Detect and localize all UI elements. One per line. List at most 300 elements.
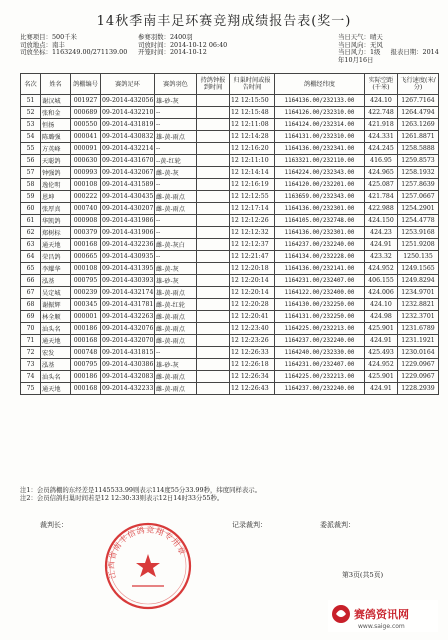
results-table [20,73,439,395]
cell-distance: 424.91 [365,335,398,347]
cell-loft-id: 000091 [71,143,101,155]
header-clock-time: 持鸽钟报到时间 [197,74,230,95]
cell-ring: 09-2014-432174 [101,287,155,299]
cell-rank: 68 [21,299,41,311]
cell-rank: 71 [21,335,41,347]
race-meta [20,34,440,64]
table-row [21,275,439,287]
cell-ring: 09-2014-430207 [101,203,155,215]
cell-loft-id: 000795 [71,359,101,371]
cell-distance: 424.10 [365,299,398,311]
meta-weather: 当日天气：晴天 [338,33,383,41]
cell-rank: 74 [21,371,41,383]
cell-coords: 1164136.00/232301.00 [275,227,365,239]
cell-coords: 1164120.00/232201.00 [275,179,365,191]
cell-loft-id: 000222 [71,191,101,203]
cell-speed: 1261.8871 [398,131,439,143]
cell-arrival-time: 12 12:12:37 [230,239,275,251]
cell-coords: 1164136.00/232301.00 [275,203,365,215]
cell-speed: 1259.8573 [398,155,439,167]
cell-rank: 55 [21,143,41,155]
official-seal [102,520,194,612]
cell-loft-id: 001927 [71,95,101,107]
cell-speed: 1232.3701 [398,311,439,323]
cell-color: -- [155,107,197,119]
cell-loft-id: 000001 [71,311,101,323]
cell-clock-time [197,275,230,287]
cell-distance: 424.952 [365,263,398,275]
table-row [21,107,439,119]
cell-color: -- [155,227,197,239]
cell-speed: 1249.8294 [398,275,439,287]
cell-speed: 1251.9208 [398,239,439,251]
cell-ring: 09-2014-431781 [101,299,155,311]
cell-coords: 1164124.00/232314.00 [275,119,365,131]
cell-ring: 09-2014-432070 [101,335,155,347]
header-speed: 飞行速度(米/分) [398,74,439,95]
header-color: 赛鸽羽色 [155,74,197,95]
cell-color: 雌-黄-雨点 [155,311,197,323]
cell-coords: 1164105.00/232748.00 [275,215,365,227]
cell-coords: 1164122.00/232400.00 [275,287,365,299]
cell-arrival-time: 12 12:12:32 [230,227,275,239]
cell-rank: 59 [21,191,41,203]
cell-arrival-time: 12 12:16:19 [230,179,275,191]
cell-clock-time [197,155,230,167]
cell-rank: 58 [21,179,41,191]
cell-rank: 61 [21,215,41,227]
page-number: 第3页(共5页) [342,571,384,579]
cell-ring: 09-2014-431819 [101,119,155,131]
table-row [21,359,439,371]
table-header-row [21,74,439,95]
cell-arrival-time: 12 12:14:14 [230,167,275,179]
cell-arrival-time: 12 12:15:50 [230,95,275,107]
cell-distance: 422.988 [365,203,398,215]
cell-clock-time [197,287,230,299]
cell-color: -- [155,251,197,263]
cell-color: 雌-黄-雨点 [155,371,197,383]
meta-release-time: 司放时间：2014-10-12 06:40 [138,40,228,49]
meta-wind-direction: 当日风向：无风 [338,40,383,49]
cell-ring: 09-2014-432263 [101,311,155,323]
footnote-1: 注1：会员鸽棚的东经差是1145533.99则表示114度55分33.99秒，纬度同样表示。 [20,486,262,494]
cell-clock-time [197,323,230,335]
cell-clock-time [197,191,230,203]
cell-speed: 1267.7164 [398,95,439,107]
cell-clock-time [197,107,230,119]
cell-loft-id: 000168 [71,239,101,251]
cell-ring: 09-2014-432083 [101,371,155,383]
cell-distance: 421.918 [365,119,398,131]
cell-coords: 1164237.00/232240.00 [275,239,365,251]
meta-row-3 [20,49,440,64]
cell-name: 逸伦明 [41,179,71,191]
cell-color: 雄-砂-灰 [155,275,197,287]
cell-coords: 1163659.00/232343.00 [275,191,365,203]
cell-ring: 09-2014-431670 [101,155,155,167]
table-row [21,335,439,347]
cell-arrival-time: 12 12:26:43 [230,383,275,395]
cell-rank: 63 [21,239,41,251]
cell-coords: 1164237.00/232240.00 [275,335,365,347]
cell-rank: 54 [21,131,41,143]
cell-name: 林全顺 [41,311,71,323]
cell-color: 雄-黄-雨点 [155,131,197,143]
cell-loft-id: 000168 [71,335,101,347]
header-loft-id: 鸽棚编号 [71,74,101,95]
cell-coords: 1164231.00/232407.00 [275,275,365,287]
cell-distance: 425.087 [365,179,398,191]
cell-loft-id: 000689 [71,107,101,119]
table-row [21,383,439,395]
cell-loft-id: 000795 [71,275,101,287]
cell-ring: 09-2014-432236 [101,239,155,251]
meta-open-time: 开笼时间：2014-10-12 [138,48,207,57]
table-row [21,347,439,359]
cell-distance: 424.150 [365,215,398,227]
cell-rank: 70 [21,323,41,335]
cell-name: 李耀华 [41,263,71,275]
cell-name: 郑树标 [41,227,71,239]
cell-rank: 51 [21,95,41,107]
cell-coords: 1164225.00/232213.00 [275,323,365,335]
table-row [21,167,439,179]
cell-ring: 09-2014-432056 [101,95,155,107]
cell-rank: 69 [21,311,41,323]
cell-ring: 09-2014-430386 [101,359,155,371]
cell-color: 雌-黄-红轮 [155,299,197,311]
cell-arrival-time: 12 12:14:28 [230,131,275,143]
cell-speed: 1253.9168 [398,227,439,239]
cell-ring: 09-2014-430435 [101,191,155,203]
table-body [21,95,439,395]
cell-loft-id: 000908 [71,215,101,227]
table-row [21,251,439,263]
cell-loft-id: 000665 [71,251,101,263]
cell-distance: 406.155 [365,275,398,287]
committee-signature-label: 委派裁判： [320,521,355,529]
cell-name: 通天地 [41,335,71,347]
cell-distance: 425.493 [365,347,398,359]
table-row [21,227,439,239]
cell-speed: 1232.8821 [398,299,439,311]
header-coords: 鸽棚经纬度 [275,74,365,95]
cell-loft-id: 000345 [71,299,101,311]
cell-arrival-time: 12 12:26:34 [230,371,275,383]
cell-color: -- [155,119,197,131]
cell-arrival-time: 12 12:20:14 [230,275,275,287]
cell-clock-time [197,131,230,143]
cell-rank: 56 [21,155,41,167]
meta-distance: 比赛项目：500千米 [20,33,77,41]
cell-loft-id: 000748 [71,347,101,359]
table-row [21,239,439,251]
footnotes [20,486,438,502]
cell-name: 汕头名 [41,371,71,383]
cell-loft-id: 000239 [71,287,101,299]
cell-coords: 1164134.00/232228.00 [275,251,365,263]
cell-color: 雌-黄-雨点 [155,203,197,215]
cell-distance: 425.901 [365,371,398,383]
cell-name: 华凯鸽 [41,215,71,227]
cell-clock-time [197,335,230,347]
cell-distance: 421.784 [365,191,398,203]
cell-distance: 424.952 [365,359,398,371]
cell-color: 雌-黄-灰 [155,167,197,179]
cell-name: 宏发 [41,347,71,359]
cell-arrival-time: 12 12:20:18 [230,263,275,275]
cell-coords: 1164224.00/232343.00 [275,167,365,179]
table-row [21,215,439,227]
cell-ring: 09-2014-431589 [101,179,155,191]
cell-coords: 1164136.00/232133.00 [275,95,365,107]
cell-speed: 1263.1269 [398,119,439,131]
cell-clock-time [197,167,230,179]
table-row [21,119,439,131]
cell-clock-time [197,179,230,191]
cell-arrival-time: 12 12:15:48 [230,107,275,119]
cell-arrival-time: 12 12:20:41 [230,311,275,323]
cell-speed: 1258.5888 [398,143,439,155]
report-title: 14秋季南丰足环赛竞翔成绩报告表(奖一) [96,14,352,29]
cell-coords: 1164237.00/232240.00 [275,383,365,395]
cell-coords: 1163321.00/232110.00 [275,155,365,167]
cell-ring: 09-2014-430935 [101,251,155,263]
cell-distance: 424.23 [365,227,398,239]
cell-speed: 1229.0967 [398,359,439,371]
cell-clock-time [197,227,230,239]
cell-ring: 09-2014-432233 [101,383,155,395]
table-row [21,179,439,191]
cell-speed: 1249.1565 [398,263,439,275]
cell-speed: 1254.2901 [398,203,439,215]
cell-name: 谢汉城 [41,95,71,107]
cell-loft-id: 000041 [71,131,101,143]
cell-color: -- [155,347,197,359]
cell-clock-time [197,359,230,371]
table-row [21,323,439,335]
meta-wind-force: 当日风力：1级 [338,48,381,57]
cell-arrival-time: 12 12:26:18 [230,359,275,371]
cell-color: --黄-红轮 [155,155,197,167]
header-distance: 实际空距(千米) [365,74,398,95]
cell-name: 谢振辉 [41,299,71,311]
meta-report-date: 报表日期：2014年10月16日 [338,48,439,64]
cell-arrival-time: 12 12:21:47 [230,251,275,263]
cell-distance: 424.98 [365,311,398,323]
cell-name: 通天地 [41,239,71,251]
site-watermark [328,600,438,632]
cell-coords: 1164131.00/232250.00 [275,311,365,323]
cell-arrival-time: 12 12:20:14 [230,287,275,299]
cell-clock-time [197,119,230,131]
cell-arrival-time: 12 12:17:14 [230,203,275,215]
cell-rank: 72 [21,347,41,359]
cell-color: 雌-黄-灰白 [155,239,197,251]
cell-speed: 1230.0164 [398,347,439,359]
cell-loft-id: 000379 [71,227,101,239]
cell-loft-id: 000740 [71,203,101,215]
cell-name: 钟强鸽 [41,167,71,179]
cell-clock-time [197,347,230,359]
cell-speed: 1264.4794 [398,107,439,119]
cell-color: 雌-黄-雨点 [155,323,197,335]
cell-loft-id: 000630 [71,155,101,167]
cell-speed: 1258.1932 [398,167,439,179]
cell-rank: 62 [21,227,41,239]
cell-color: 雌-黄-雨点 [155,335,197,347]
cell-ring: 09-2014-432210 [101,107,155,119]
table-row [21,263,439,275]
cell-rank: 53 [21,119,41,131]
cell-name: 通天地 [41,383,71,395]
cell-distance: 424.91 [365,383,398,395]
meta-wind-and-date [338,49,440,64]
watermark-url: www.saige.com [358,623,405,630]
cell-color: 雄-黄-雨点 [155,287,197,299]
cell-distance: 423.32 [365,251,398,263]
cell-name: 陈璐强 [41,131,71,143]
cell-name: 张厚真 [41,203,71,215]
table-row [21,191,439,203]
cell-coords: 1164240.00/232330.00 [275,347,365,359]
cell-color: 雌-黄-灰 [155,263,197,275]
cell-rank: 67 [21,287,41,299]
cell-speed: 1257.0667 [398,191,439,203]
cell-distance: 424.245 [365,143,398,155]
table-row [21,311,439,323]
table-row [21,143,439,155]
cell-loft-id: 000550 [71,119,101,131]
cell-arrival-time: 12 12:20:28 [230,299,275,311]
cell-ring: 09-2014-431906 [101,227,155,239]
cell-color: -- [155,143,197,155]
table-row [21,95,439,107]
cell-loft-id: 000108 [71,263,101,275]
cell-color: 雄-砂-灰 [155,95,197,107]
cell-clock-time [197,251,230,263]
cell-rank: 52 [21,107,41,119]
cell-ring: 09-2014-431395 [101,263,155,275]
cell-speed: 1257.8639 [398,179,439,191]
cell-clock-time [197,143,230,155]
cell-name: 汕头名 [41,323,71,335]
cell-arrival-time: 12 12:11:08 [230,119,275,131]
referee-signature-label: 裁判长： [40,521,68,529]
header-name: 姓名 [41,74,71,95]
cell-color: -- [155,179,197,191]
cell-name: 荣昌鸽 [41,251,71,263]
cell-clock-time [197,263,230,275]
cell-loft-id: 000993 [71,167,101,179]
cell-speed: 1228.2939 [398,383,439,395]
cell-arrival-time: 12 12:16:20 [230,143,275,155]
cell-speed: 1234.9701 [398,287,439,299]
cell-arrival-time: 12 12:11:10 [230,155,275,167]
table-row [21,203,439,215]
cell-ring: 09-2014-432076 [101,323,155,335]
footnote-2: 注2：会员信鸽归巢时间若是12 12:30:33则表示12日14时33分55秒。 [20,494,224,502]
recorder-signature-label: 记录裁判： [232,521,267,529]
cell-coords: 1164126.00/232310.00 [275,107,365,119]
cell-rank: 66 [21,275,41,287]
cell-color: -- [155,215,197,227]
cell-distance: 422.748 [365,107,398,119]
cell-distance: 424.331 [365,131,398,143]
cell-coords: 1164130.00/232250.00 [275,299,365,311]
cell-arrival-time: 12 12:23:40 [230,323,275,335]
cell-coords: 1164225.00/232213.00 [275,371,365,383]
cell-name: 恒扬 [41,119,71,131]
cell-ring: 09-2014-432214 [101,143,155,155]
cell-distance: 424.10 [365,95,398,107]
cell-ring: 09-2014-432067 [101,167,155,179]
meta-release-coords: 司放坐标：1163249.00/271139.00 [20,48,128,57]
cell-ring: 09-2014-431815 [101,347,155,359]
header-arrival-time: 归巢时间或报告时间 [230,74,275,95]
cell-rank: 65 [21,263,41,275]
cell-clock-time [197,215,230,227]
cell-distance: 424.91 [365,239,398,251]
cell-distance: 424.006 [365,287,398,299]
cell-clock-time [197,371,230,383]
cell-distance: 416.95 [365,155,398,167]
cell-name: 恩坤 [41,191,71,203]
cell-clock-time [197,203,230,215]
cell-arrival-time: 12 12:26:33 [230,347,275,359]
header-ring: 赛鸽足环 [101,74,155,95]
cell-name: 张和金 [41,107,71,119]
cell-rank: 60 [21,203,41,215]
cell-speed: 1229.0967 [398,371,439,383]
cell-color: 雌-黄-雨点 [155,191,197,203]
cell-name: 吴定城 [41,287,71,299]
table-row [21,287,439,299]
cell-speed: 1254.4778 [398,215,439,227]
cell-coords: 1164131.00/232310.00 [275,131,365,143]
cell-coords: 1164136.00/232141.00 [275,263,365,275]
watermark-name: 赛鸽资讯网 [354,608,409,621]
cell-name: 方英峰 [41,143,71,155]
cell-name: 泓基 [41,275,71,287]
meta-release-site: 司放地点：南丰 [20,40,65,49]
cell-distance: 424.965 [365,167,398,179]
cell-name: 天聪鸽 [41,155,71,167]
cell-rank: 64 [21,251,41,263]
cell-ring: 09-2014-430832 [101,131,155,143]
cell-rank: 73 [21,359,41,371]
cell-clock-time [197,299,230,311]
cell-loft-id: 000186 [71,323,101,335]
svg-text:江西省南丰信鸽竞翔专用章: 江西省南丰信鸽竞翔专用章 [106,525,188,580]
table-row [21,131,439,143]
cell-arrival-time: 12 12:12:26 [230,215,275,227]
cell-speed: 1250.135 [398,251,439,263]
cell-clock-time [197,95,230,107]
cell-ring: 09-2014-431986 [101,215,155,227]
cell-loft-id: 000168 [71,383,101,395]
header-rank: 名次 [21,74,41,95]
cell-rank: 75 [21,383,41,395]
cell-arrival-time: 12 12:23:26 [230,335,275,347]
cell-clock-time [197,383,230,395]
cell-clock-time [197,311,230,323]
cell-arrival-time: 12 12:12:55 [230,191,275,203]
cell-color: 雌-黄-雨点 [155,383,197,395]
cell-clock-time [197,239,230,251]
cell-color: 雄-砂-灰 [155,359,197,371]
